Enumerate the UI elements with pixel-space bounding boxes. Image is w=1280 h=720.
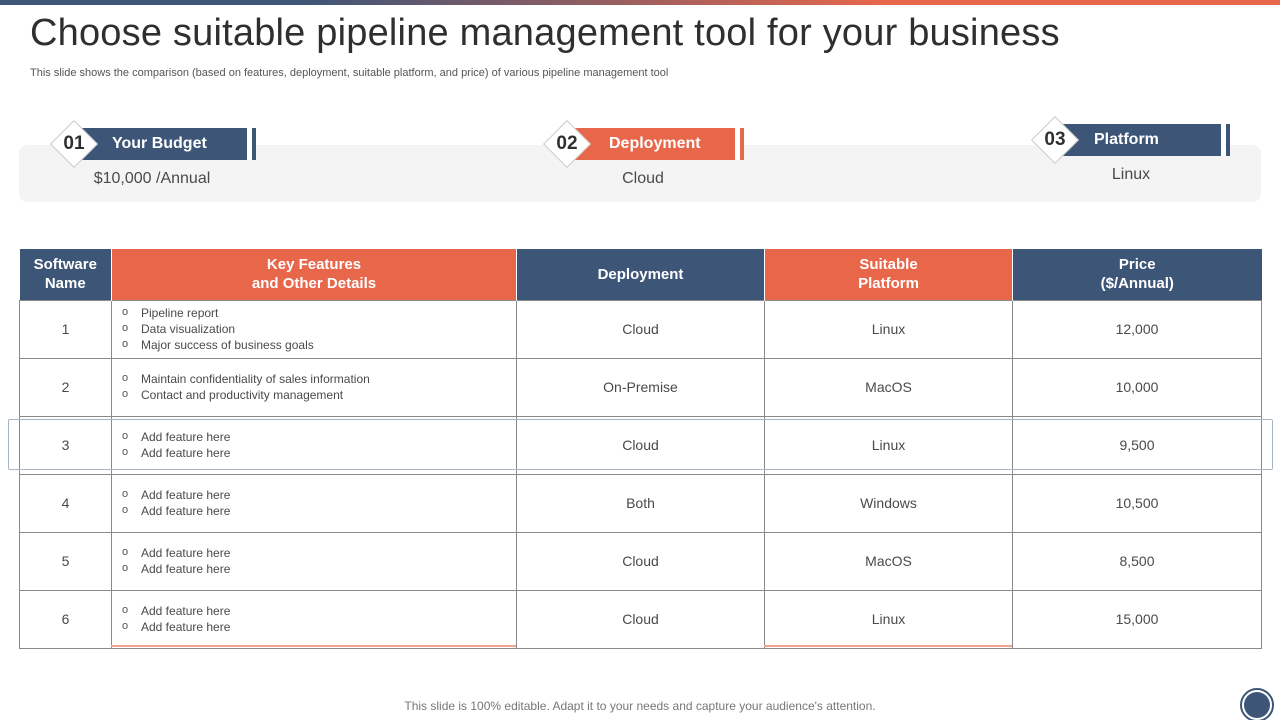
feature-item: o Pipeline report xyxy=(122,305,516,321)
page-subtitle: This slide shows the comparison (based on features, deployment, suitable platform, and price) of various pipeline management tool xyxy=(30,67,669,79)
criterion-budget-tab xyxy=(80,128,256,160)
feature-item: o Add feature here xyxy=(122,445,516,461)
table-row xyxy=(20,416,1262,474)
cell-features xyxy=(112,300,517,358)
feature-item: o Add feature here xyxy=(122,429,516,445)
cell-price: 10,500 xyxy=(1013,474,1262,532)
cell-deployment: Cloud xyxy=(517,300,765,358)
platform-column-underline xyxy=(764,645,1012,647)
cell-software-id: 1 xyxy=(20,300,112,358)
criterion-deployment-number: 02 xyxy=(556,133,578,154)
footer-note: This slide is 100% editable. Adapt it to your needs and capture your audience's attention. xyxy=(404,699,876,713)
feature-item: o Data visualization xyxy=(122,321,516,337)
feature-item: o Contact and productivity management xyxy=(122,387,516,403)
criterion-platform-number: 03 xyxy=(1044,129,1066,150)
criterion-budget-value: $10,000 /Annual xyxy=(93,170,211,187)
feature-item: o Add feature here xyxy=(122,503,516,519)
cell-platform: MacOS xyxy=(765,358,1013,416)
criterion-platform-label: Platform xyxy=(1094,131,1159,148)
cell-price: 8,500 xyxy=(1013,532,1262,590)
criterion-platform-value: Linux xyxy=(1111,166,1151,183)
table-row xyxy=(20,474,1262,532)
criterion-budget-number: 01 xyxy=(63,133,85,154)
cell-platform: Linux xyxy=(765,590,1013,648)
header-software-name: Software Name xyxy=(20,249,112,300)
criterion-deployment-value: Cloud xyxy=(622,170,664,187)
cell-software-id: 6 xyxy=(20,590,112,648)
cell-price: 15,000 xyxy=(1013,590,1262,648)
feature-item: o Add feature here xyxy=(122,545,516,561)
criterion-deployment-tab xyxy=(574,128,744,160)
table-row xyxy=(20,358,1262,416)
cell-features xyxy=(112,532,517,590)
corner-logo-icon xyxy=(1240,688,1274,720)
header-deployment: Deployment xyxy=(517,249,765,300)
cell-software-id: 2 xyxy=(20,358,112,416)
cell-features xyxy=(112,474,517,532)
feature-item: o Maintain confidentiality of sales information xyxy=(122,371,516,387)
cell-features xyxy=(112,590,517,648)
table-header-row xyxy=(20,249,1262,300)
cell-software-id: 5 xyxy=(20,532,112,590)
comparison-table xyxy=(19,249,1262,649)
cell-platform: MacOS xyxy=(765,532,1013,590)
cell-features xyxy=(112,358,517,416)
cell-software-id: 4 xyxy=(20,474,112,532)
feature-item: o Add feature here xyxy=(122,487,516,503)
cell-software-id: 3 xyxy=(20,416,112,474)
cell-deployment: Cloud xyxy=(517,590,765,648)
cell-features xyxy=(112,416,517,474)
cell-platform: Linux xyxy=(765,300,1013,358)
cell-deployment: Both xyxy=(517,474,765,532)
cell-deployment: Cloud xyxy=(517,416,765,474)
cell-price: 12,000 xyxy=(1013,300,1262,358)
table-row xyxy=(20,532,1262,590)
criterion-platform-tab xyxy=(1060,124,1230,156)
cell-platform: Windows xyxy=(765,474,1013,532)
cell-deployment: Cloud xyxy=(517,532,765,590)
header-key-features: Key Features and Other Details xyxy=(112,249,517,300)
table-row xyxy=(20,300,1262,358)
top-accent-bar xyxy=(0,0,1280,5)
table-row xyxy=(20,590,1262,648)
page-title: Choose suitable pipeline management tool for your business xyxy=(30,12,1060,54)
criterion-deployment-label: Deployment xyxy=(609,135,701,152)
cell-price: 10,000 xyxy=(1013,358,1262,416)
cell-platform: Linux xyxy=(765,416,1013,474)
feature-item: o Add feature here xyxy=(122,561,516,577)
criterion-budget-label: Your Budget xyxy=(112,135,207,152)
feature-item: o Add feature here xyxy=(122,603,516,619)
cell-deployment: On-Premise xyxy=(517,358,765,416)
header-suitable-platform: Suitable Platform xyxy=(765,249,1013,300)
feature-item: o Add feature here xyxy=(122,619,516,635)
cell-price: 9,500 xyxy=(1013,416,1262,474)
feature-item: o Major success of business goals xyxy=(122,337,516,353)
header-price: Price ($/Annual) xyxy=(1013,249,1262,300)
features-column-underline xyxy=(111,645,516,647)
